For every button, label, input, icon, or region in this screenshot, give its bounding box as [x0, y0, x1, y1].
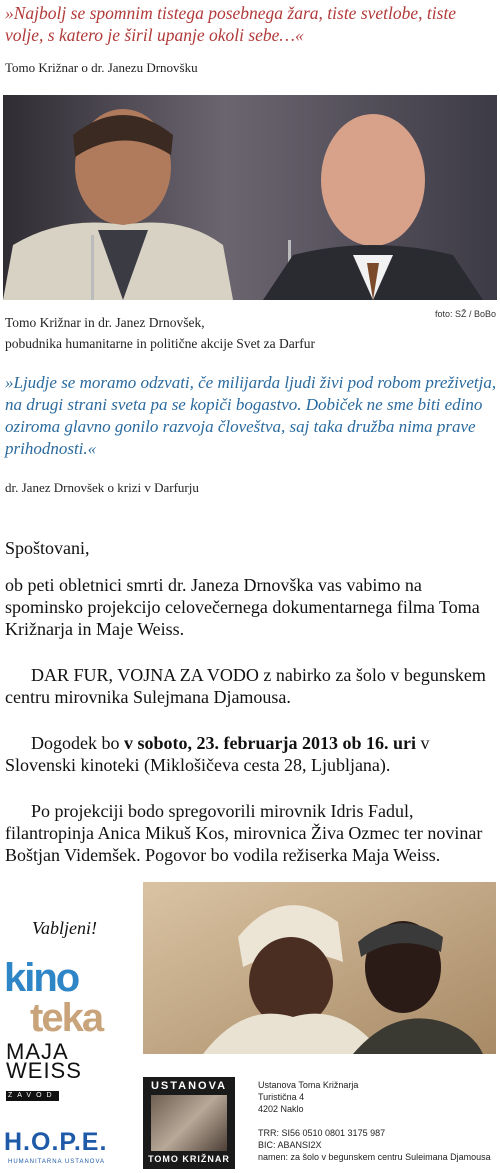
film-paragraph: DAR FUR, VOJNA ZA VODO z nabirko za šolo v begunskem centru mirovnika Sulejmana Djamousa. [5, 665, 486, 707]
photo-caption-line2: pobudnika humanitarne in politične akcije Svet za Darfur [5, 336, 316, 351]
contact-street: Turistična 4 [258, 1092, 305, 1102]
photo-illustration [3, 95, 497, 300]
ustanova-logo-top: USTANOVA [150, 1080, 228, 1092]
photo-kriznar-drnovsek [3, 95, 497, 300]
ustanova-logo-bottom: TOMO KRIŽNAR [148, 1154, 230, 1164]
closing-text: Vabljeni! [32, 918, 97, 938]
kinoteka-logo: kino teka [4, 956, 103, 1040]
contact-bic: BIC: ABANSI2X [258, 1140, 322, 1150]
event-location: v Slovenski kinoteki (Miklošičeva cesta 28, Ljubljana). [5, 733, 430, 775]
photo-caption [5, 312, 315, 354]
invitation-paragraph: ob peti obletnici smrti dr. Janeza Drnovška vas vabimo na spominsko projekcijo celovečernega dokumentarnega filma Toma Križnarja in Maje Weiss. [5, 575, 480, 639]
ustanova-logo-image [151, 1095, 227, 1151]
photo-caption-line1: Tomo Križnar in dr. Janez Drnovšek, [5, 315, 205, 330]
contact-block [258, 1079, 491, 1163]
contact-name: Ustanova Toma Križnarja [258, 1080, 359, 1090]
top-quote-attribution: Tomo Križnar o dr. Janezu Drnovšku [5, 60, 198, 75]
maja-weiss-logo: MAJA WEISS ZAVOD [6, 1039, 82, 1099]
event-date: v soboto, 23. februarja 2013 ob 16. uri [124, 733, 416, 753]
greeting: Spoštovani, [5, 538, 90, 558]
photo-darfur-illustration [143, 882, 496, 1054]
photo-credit: foto: SŽ / BoBo [434, 309, 496, 319]
contact-purpose: namen: za šolo v begunskem centru Suleimana Djamousa [258, 1152, 491, 1162]
photo-darfur [143, 882, 496, 1054]
drnovsek-quote: »Ljudje se moramo odzvati, če milijarda ljudi živi pod robom preživetja, na drugi strani sveta pa se kopiči bogastvo. Dobiček ne sme biti edino oziroma glavno gonilo razvoja človeštva, saj taka družba nima prave prihodnosti.« [5, 373, 497, 458]
contact-city: 4202 Naklo [258, 1104, 304, 1114]
event-prefix: Dogodek bo [31, 733, 124, 753]
ustanova-tomo-kriznar-logo [143, 1077, 235, 1169]
contact-trr: TRR: SI56 0510 0801 3175 987 [258, 1128, 386, 1138]
hope-logo-subtitle: HUMANITARNA USTANOVA [8, 1159, 106, 1165]
top-quote: »Najbolj se spomnim tistega posebnega žara, tiste svetlobe, tiste volje, s katero je širil upanje okoli sebe…« [5, 3, 457, 45]
speakers-paragraph: Po projekciji bodo spregovorili mirovnik Idris Fadul, filantropinja Anica Mikuš Kos, mirovnica Živa Ozmec ter novinar Boštjan Videmšek. Pogovor bo vodila režiserka Maja Weiss. [5, 801, 483, 865]
drnovsek-quote-attribution: dr. Janez Drnovšek o krizi v Darfurju [5, 480, 199, 495]
hope-logo: H.O.P.E. [4, 1128, 108, 1156]
event-paragraph [5, 732, 495, 776]
